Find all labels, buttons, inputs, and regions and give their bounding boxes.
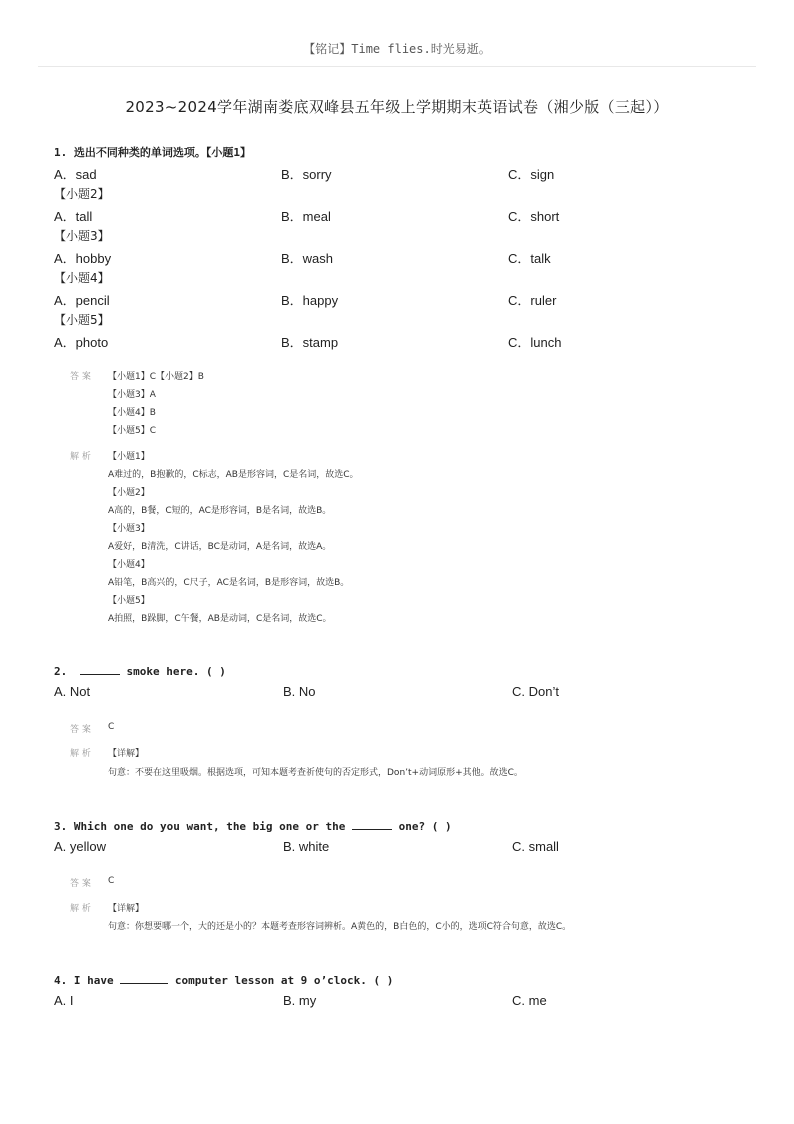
q1-answer-tag: 答 案 bbox=[70, 372, 91, 382]
q1-row5-option-c: C．lunch bbox=[508, 335, 562, 350]
q3-analysis-line: 【详解】 bbox=[108, 904, 145, 914]
q1-analysis-line: 【小题3】 bbox=[108, 524, 150, 534]
q1-row3-option-a: A．hobby bbox=[54, 251, 112, 266]
q3-analysis-tag: 解 析 bbox=[70, 904, 91, 914]
q2-analysis-line: 【详解】 bbox=[108, 749, 145, 759]
q1-sub-label-2: 【小题2】 bbox=[54, 187, 110, 201]
q1-analysis-line: 【小题1】 bbox=[108, 452, 150, 462]
q4-stem-text: I have bbox=[67, 974, 121, 987]
q1-row5-option-b: B．stamp bbox=[281, 335, 339, 350]
q1-sub-label-4: 【小题4】 bbox=[54, 271, 110, 285]
q1-sub-label-3: 【小题3】 bbox=[54, 229, 110, 243]
q1-row5-option-a: A．photo bbox=[54, 335, 109, 350]
q1-row3-option-b: B．wash bbox=[281, 251, 334, 266]
q3-stem bbox=[54, 820, 452, 833]
answer-blank bbox=[120, 983, 168, 984]
q3-number: 3. bbox=[54, 820, 68, 833]
q3-option-b: B. white bbox=[283, 839, 330, 854]
q1-answer-line: 【小题5】C bbox=[108, 426, 157, 436]
q1-analysis-line: A难过的，B抱歉的，C标志，AB是形容词，C是名词，故选C。 bbox=[108, 470, 359, 480]
q1-analysis-line: A爱好，B清洗，C讲话，BC是动词，A是名词，故选A。 bbox=[108, 542, 332, 552]
q1-row4-option-c: C．ruler bbox=[508, 293, 557, 308]
q2-analysis-tag: 解 析 bbox=[70, 749, 91, 759]
q1-row2-option-c: C．short bbox=[508, 209, 560, 224]
q4-option-a: A. I bbox=[54, 993, 74, 1008]
q1-stem: 1. 选出不同种类的单词选项。【小题1】 bbox=[54, 146, 251, 159]
q1-analysis-line: A高的，B餐，C短的，AC是形容词，B是名词，故选B。 bbox=[108, 506, 332, 516]
q2-analysis-line: 句意：不要在这里吸烟。根据选项，可知本题考查祈使句的否定形式，Don’t+动词原形+其他。故选C。 bbox=[108, 768, 523, 778]
answer-blank bbox=[80, 674, 120, 675]
q1-row4-option-a: A．pencil bbox=[54, 293, 110, 308]
q4-stem bbox=[54, 974, 393, 987]
q1-answer-line: 【小题4】B bbox=[108, 408, 156, 418]
q2-option-b: B. No bbox=[283, 684, 316, 699]
q2-option-a: A. Not bbox=[54, 684, 91, 699]
q1-analysis-tag: 解 析 bbox=[70, 452, 91, 462]
q2-stem-text: smoke here. ( ) bbox=[119, 665, 226, 678]
q1-analysis-line: A铅笔，B高兴的，C尺子，AC是名词，B是形容词，故选B。 bbox=[108, 578, 350, 588]
q1-analysis-line: 【小题4】 bbox=[108, 560, 150, 570]
q1-row1-option-c: C．sign bbox=[508, 167, 555, 182]
q3-option-c: C. small bbox=[512, 839, 559, 854]
q3-stem-text: Which one do you want, the big one or the bbox=[67, 820, 353, 833]
q1-row2-option-a: A．tall bbox=[54, 209, 93, 224]
q4-number: 4. bbox=[54, 974, 68, 987]
q1-sub-label-5: 【小题5】 bbox=[54, 313, 110, 327]
q4-option-b: B. my bbox=[283, 993, 317, 1008]
answer-blank bbox=[352, 829, 392, 830]
q1-row3-option-c: C．talk bbox=[508, 251, 551, 266]
q2-option-c: C. Don’t bbox=[512, 684, 559, 699]
q1-answer-line: 【小题3】A bbox=[108, 390, 156, 400]
q2-stem bbox=[54, 665, 226, 678]
q1-row1-option-a: A．sad bbox=[54, 167, 97, 182]
q1-row1-option-b: B．sorry bbox=[281, 167, 332, 182]
q1-analysis-line: A拍照，B跺脚，C午餐，AB是动词，C是名词，故选C。 bbox=[108, 614, 332, 624]
q3-analysis-line: 句意：你想要哪一个，大的还是小的？本题考查形容词辨析。A黄色的，B白色的，C小的，选项C符合句意，故选C。 bbox=[108, 922, 572, 932]
page-title: 2023~2024学年湖南娄底双峰县五年级上学期期末英语试卷（湘少版（三起）） bbox=[125, 98, 669, 116]
q3-answer-tag: 答 案 bbox=[70, 879, 91, 889]
header-divider bbox=[38, 66, 756, 67]
q2-number: 2. bbox=[54, 665, 68, 678]
q2-answer-tag: 答 案 bbox=[70, 725, 91, 735]
q2-answer-value: C bbox=[108, 722, 115, 732]
q1-row2-option-b: B．meal bbox=[281, 209, 331, 224]
q1-row4-option-b: B．happy bbox=[281, 293, 339, 308]
q4-stem-tail: computer lesson at 9 o’clock. ( ) bbox=[168, 974, 394, 987]
q1-analysis-line: 【小题5】 bbox=[108, 596, 150, 606]
q1-analysis-line: 【小题2】 bbox=[108, 488, 150, 498]
header-motto: 【铭记】Time flies.时光易逝。 bbox=[303, 42, 491, 56]
q3-option-a: A. yellow bbox=[54, 839, 107, 854]
q1-answer-line: 【小题1】C【小题2】B bbox=[108, 372, 204, 382]
q4-option-c: C. me bbox=[512, 993, 547, 1008]
q3-stem-tail: one? ( ) bbox=[392, 820, 452, 833]
q3-answer-value: C bbox=[108, 876, 115, 886]
